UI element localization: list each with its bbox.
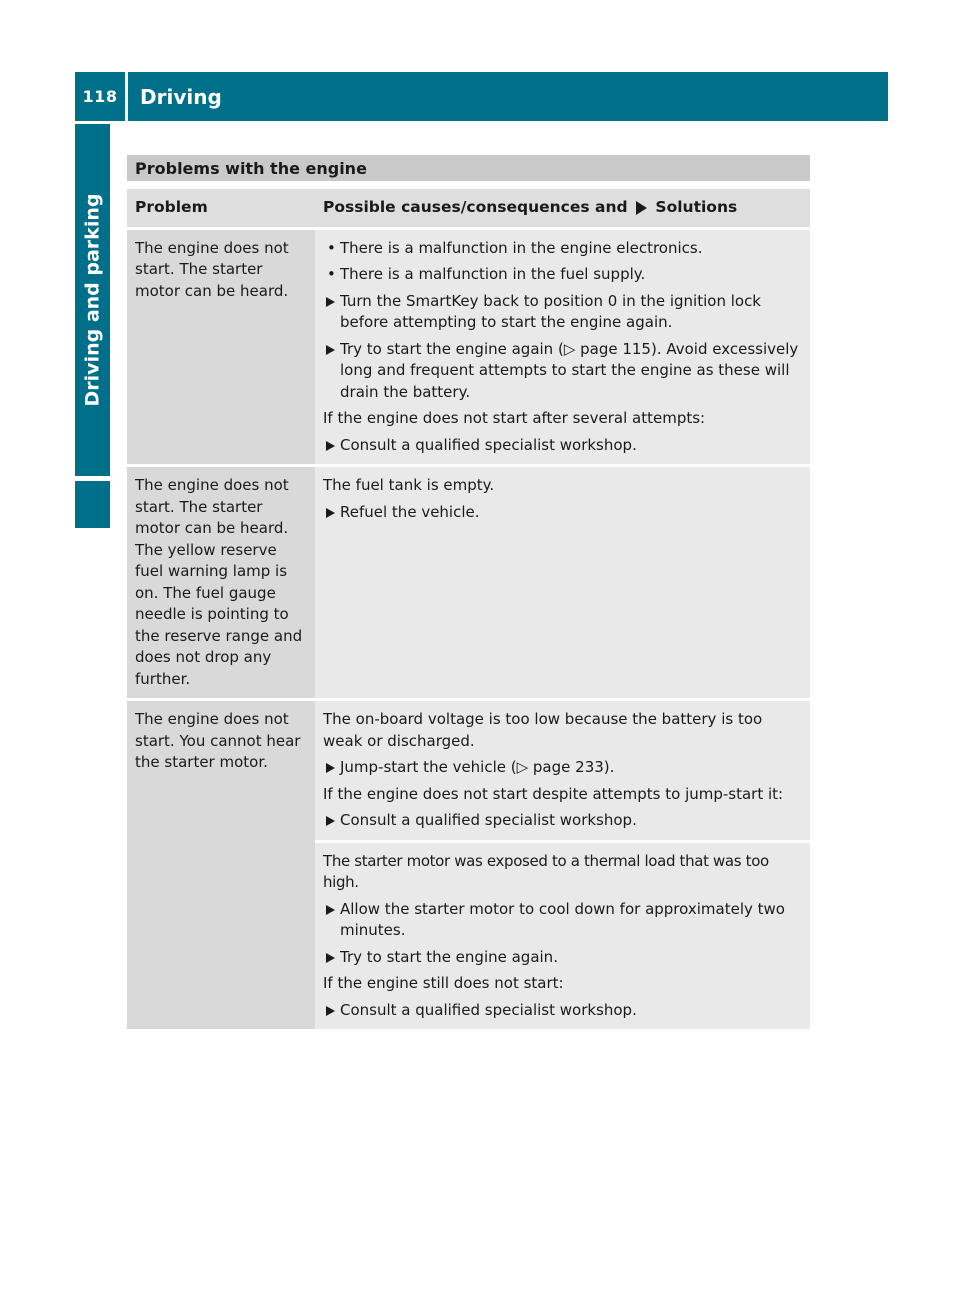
solution-step: Consult a qualified specialist workshop. — [323, 810, 802, 832]
problem-cell: The engine does not start. The starter motor can be heard. The yellow reserve fuel warning lamp is on. The fuel gauge needle is pointing to the reserve range and does not drop any further. — [127, 467, 315, 698]
table-row — [127, 701, 810, 840]
problem-cell: The engine does not start. You cannot hear the starter motor. — [127, 701, 315, 1029]
header-solution — [315, 189, 810, 227]
header-problem: Problem — [127, 189, 315, 227]
header-solution-suffix: Solutions — [655, 198, 738, 216]
solution-text: The on-board voltage is too low because the battery is too weak or discharged. — [323, 710, 763, 750]
cause-bullet: • There is a malfunction in the engine electronics. — [323, 238, 802, 260]
solution-text: If the engine does not start despite attempts to jump-start it: — [323, 784, 784, 803]
problem-cell: The engine does not start. The starter motor can be heard. — [127, 230, 315, 465]
solution-step: Allow the starter motor to cool down for approximately two minutes. — [323, 899, 802, 942]
solution-step: Jump-start the vehicle (▷ page 233). — [323, 757, 802, 779]
solution-text: If the engine still does not start: — [323, 974, 564, 992]
side-tab-label: Driving and parking — [81, 193, 104, 407]
table-row — [127, 467, 810, 698]
solution-cell — [315, 230, 810, 465]
section-title: Problems with the engine — [127, 155, 810, 181]
solution-step: Try to start the engine again. — [323, 947, 802, 969]
solution-cell — [315, 843, 810, 1030]
page-number: 118 — [75, 72, 125, 121]
side-tab-label-wrap — [75, 124, 110, 476]
problems-table — [127, 186, 810, 1032]
solution-step: Turn the SmartKey back to position 0 in the ignition lock before attempting to start the engine again. — [323, 291, 802, 334]
table-header-row — [127, 189, 810, 227]
solution-text: The fuel tank is empty. — [323, 476, 495, 494]
solution-text: The starter motor was exposed to a thermal load that was too high. — [323, 851, 769, 891]
cause-bullet: • There is a malfunction in the fuel supply. — [323, 264, 802, 286]
solution-step: Refuel the vehicle. — [323, 502, 802, 524]
table-row — [127, 230, 810, 465]
solution-step: Try to start the engine again (▷ page 115). Avoid excessively long and frequent attempts to start the engine as these will drain the battery. — [323, 339, 802, 404]
solution-step: Consult a qualified specialist workshop. — [323, 1000, 802, 1022]
solution-cell — [315, 467, 810, 698]
solution-step: Consult a qualified specialist workshop. — [323, 435, 802, 457]
header-solution-prefix: Possible causes/consequences and — [323, 198, 628, 216]
chapter-title: Driving — [128, 72, 888, 121]
side-tab-marker — [75, 481, 110, 528]
solution-cell — [315, 701, 810, 840]
solution-text: If the engine does not start after several attempts: — [323, 409, 706, 427]
arrow-right-icon — [636, 201, 647, 215]
